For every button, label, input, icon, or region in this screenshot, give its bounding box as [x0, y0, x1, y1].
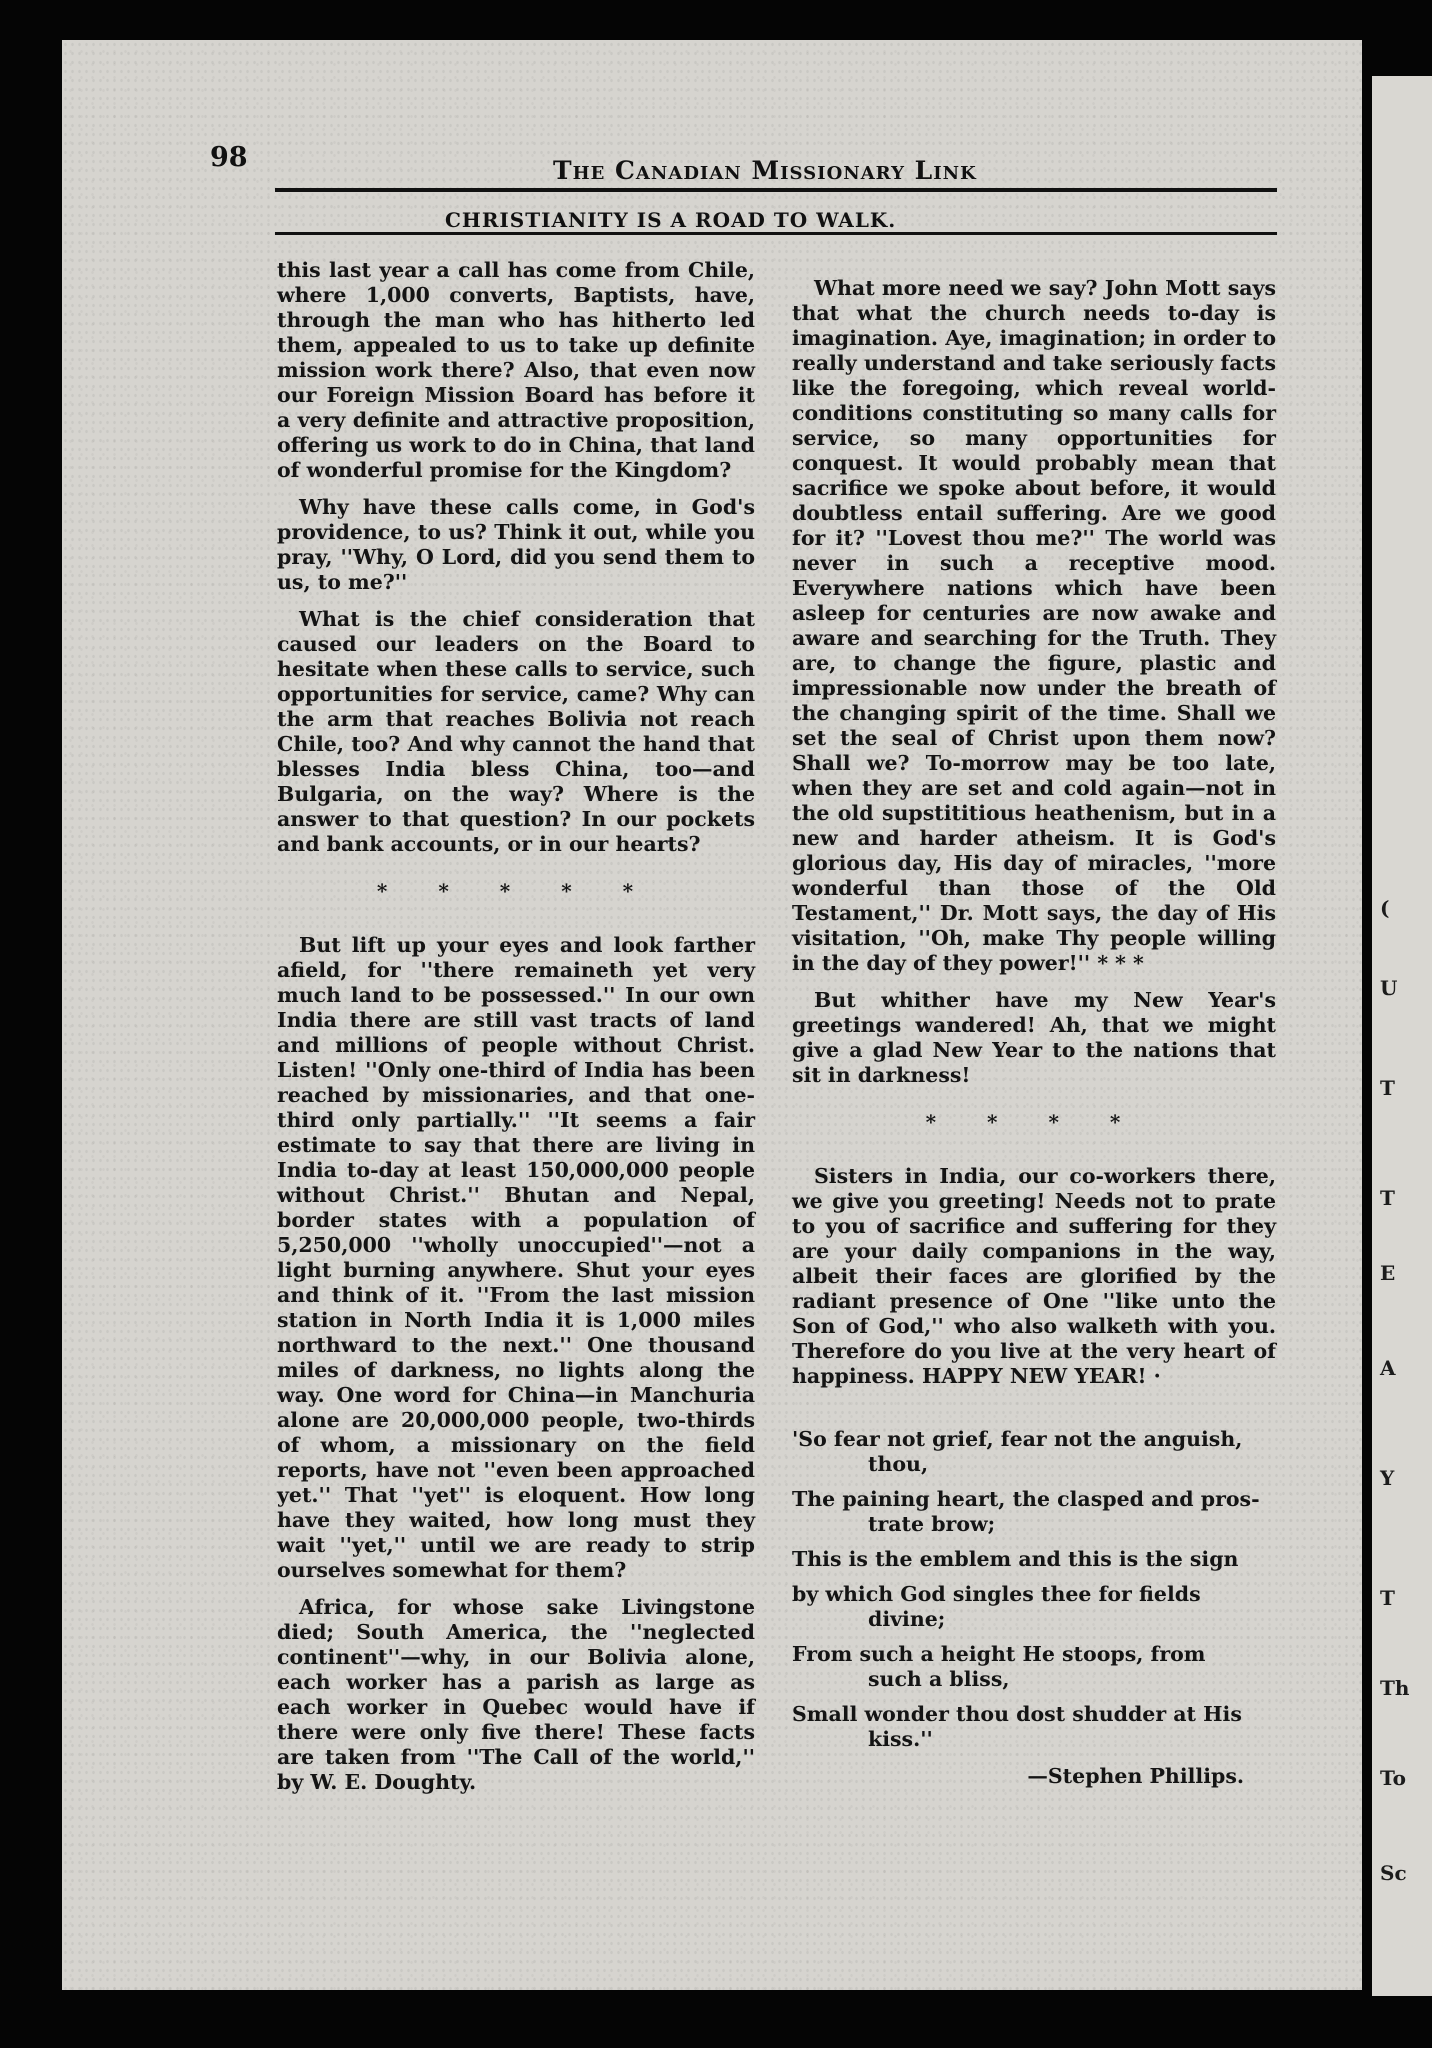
paragraph: What more need we say? John Mott says that what the church needs to-day is imagination. Aye, imagination; in order to really understand and take seriously facts like the foregoing, which reveal world-conditions constituting so many calls for service, so many opportunities for conquest. It would probably mean that sacrifice we spoke about before, it would doubtless entail suffering. Are we good for it? ''Lovest thou me?'' The world was never in such a receptive mood. Everywhere nations which have been asleep for centuries are now awake and aware and searching for the Truth. They are, to change the figure, plastic and impressionable now under the breath of the changing spirit of the time. Shall we set the seal of Christ upon them now? Shall we? To-morrow may be too late, when they are set and cold again—not in the old supstititious heathenism, but in a new and harder atheism. It is God's glorious day, His day of miracles, ''more wonderful than those of the Old Testament,'' Dr. Mott says, the day of His visitation, ''Oh, make Thy people willing in the day of they power!'' * * * [792, 276, 1276, 975]
journal-title: The Canadian Missionary Link [553, 156, 977, 185]
paragraph: Sisters in India, our co-workers there, we give you greeting! Needs not to prate to you of sacrifice and suffering for they are your daily companions in the way, albeit their faces are glorified by the radiant presence of One ''like unto the Son of God,'' who also walketh with you. Therefore do you live at the very heart of happiness. HAPPY NEW YEAR! · [792, 1164, 1276, 1388]
adjacent-page-fragment: To [1380, 1766, 1406, 1790]
adjacent-page-fragment: A [1380, 1356, 1396, 1380]
adjacent-page-fragment: U [1380, 976, 1398, 1000]
paragraph: What is the chief consideration that caused our leaders on the Board to hesitate when these calls to service, such opportunities for service, came? Why can the arm that reaches Bolivia not reach Chile, too? And why cannot the hand that blesses India bless China, too—and Bulgaria, on the way? Where is the answer to that question? In our pockets and bank accounts, or in our hearts? [277, 607, 755, 856]
paragraph: But whither have my New Year's greetings wandered! Ah, that we might give a glad New Year to the nations that sit in darkness! [792, 988, 1276, 1087]
adjacent-page-fragment: T [1380, 1586, 1395, 1610]
poem-line-continuation: thou, [868, 1452, 929, 1476]
poem-stanza-line [792, 1547, 1276, 1572]
section-title: CHRISTIANITY IS A ROAD TO WALK. [445, 208, 897, 232]
poem-line: Small wonder thou dost shudder at His [792, 1702, 1242, 1726]
poem-stanza-line [792, 1702, 1276, 1752]
adjacent-page-edge [1372, 76, 1432, 1996]
poem-stanza-line [792, 1487, 1276, 1537]
poem-stanza-line [792, 1642, 1276, 1692]
poem-line: The paining heart, the clasped and pros- [792, 1487, 1260, 1511]
poem-stanza-line [792, 1582, 1276, 1632]
adjacent-page-fragment: T [1380, 1076, 1395, 1100]
poem-stanza-line [792, 1427, 1276, 1477]
adjacent-page-fragment: ( [1380, 896, 1390, 920]
header-rule [275, 188, 1277, 192]
section-rule [275, 232, 1277, 235]
left-column [277, 258, 755, 1807]
poem-line-continuation: such a bliss, [868, 1667, 1010, 1691]
paragraph: Why have these calls come, in God's providence, to us? Think it out, while you pray, ''Why, O Lord, did you send them to us, to me?'' [277, 495, 755, 594]
adjacent-page-fragment: T [1380, 1186, 1395, 1210]
adjacent-page-fragment: E [1380, 1261, 1396, 1285]
adjacent-page-fragment: Th [1380, 1676, 1410, 1700]
poem-line: From such a height He stoops, from [792, 1642, 1206, 1666]
poem-line-continuation: divine; [868, 1607, 946, 1631]
poem-line: by which God singles thee for fields [792, 1582, 1201, 1606]
paragraph: But lift up your eyes and look farther afield, for ''there remaineth yet very much land to be possessed.'' In our own India there are still vast tracts of land and millions of people without Christ. Listen! ''Only one-third of India has been reached by missionaries, and that one-third only partially.'' ''It seems a fair estimate to say that there are living in India to-day at least 150,000,000 people without Christ.'' Bhutan and Nepal, border states with a population of 5,250,000 ''wholly unoccupied''—not a light burning anywhere. Shut your eyes and think of it. ''From the last mission station in North India it is 1,000 miles northward to the next.'' One thousand miles of darkness, no lights along the way. One word for China—in Manchuria alone are 20,000,000 people, two-thirds of whom, a missionary on the field reports, have not ''even been approached yet.'' That ''yet'' is eloquent. How long have they waited, how long must they wait ''yet,'' until we are ready to strip ourselves somewhat for them? [277, 933, 755, 1582]
poem-line: This is the emblem and this is the sign [792, 1547, 1239, 1571]
right-column [792, 276, 1276, 1789]
poem-line-continuation: kiss.'' [868, 1727, 933, 1751]
paragraph: this last year a call has come from Chile, where 1,000 converts, Baptists, have, through the man who has hitherto led them, appealed to us to take up definite mission work there? Also, that even now our Foreign Mission Board has before it a very definite and attractive proposition, offering us work to do in China, that land of wonderful promise for the Kingdom? [277, 258, 755, 482]
poem-line: 'So fear not grief, fear not the anguish, [792, 1427, 1243, 1451]
poem-line-continuation: trate brow; [868, 1512, 996, 1536]
adjacent-page-fragment: Sc [1380, 1861, 1407, 1885]
poem-attribution: —Stephen Phillips. [1027, 1764, 1244, 1788]
paragraph: Africa, for whose sake Livingstone died; South America, the ''neglected continent''—why, in our Bolivia alone, each worker has a parish as large as each worker in Quebec would have if there were only five there! These facts are taken from ''The Call of the world,'' by W. E. Doughty. [277, 1595, 755, 1794]
section-break-stars: * * * * * [376, 879, 656, 903]
section-break-stars: * * * * [925, 1110, 1143, 1134]
page-number: 98 [210, 142, 248, 173]
poem [792, 1427, 1276, 1789]
adjacent-page-fragment: Y [1380, 1466, 1395, 1490]
